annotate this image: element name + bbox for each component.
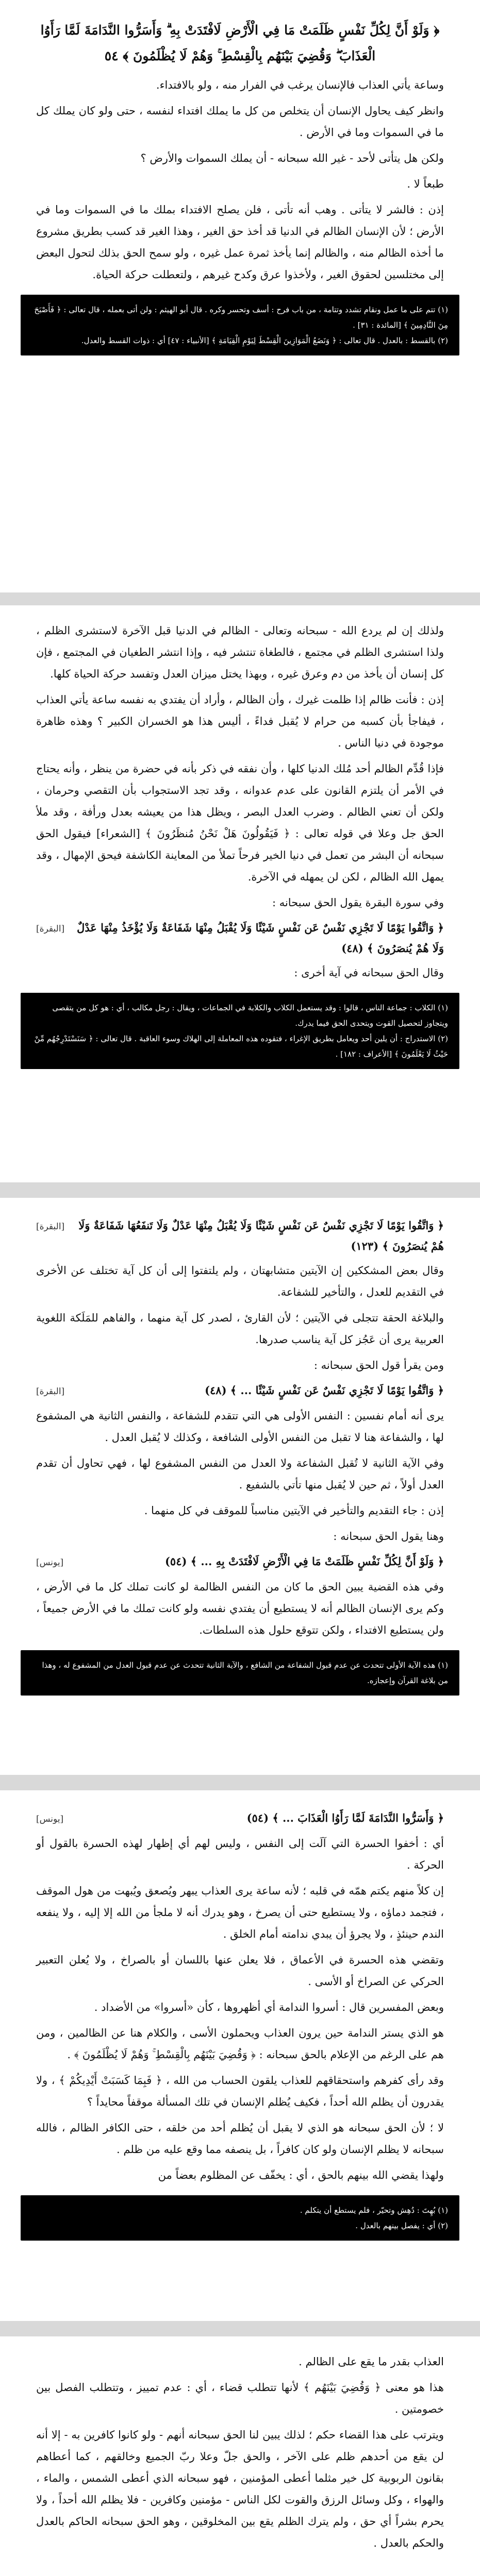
- verse-text: ﴿ وَلَوْ أَنَّ لِكُلِّ نَفْسٍ ظَلَمَتْ مَا فِي الْأَرْضِ لَافْتَدَتْ بِهِ ... ﴾ (٥٤): [164, 1555, 444, 1568]
- paragraph: إذن : فأنت ظالم إذا ظلمت غيرك ، وأن الظالم ، وأراد أن يفتدي به نفسه ساعة يأتي العذاب ، فيفاجأ بأن كسبه من حرام لا يُقبل فداءً ، أليس هذا هو الخسران الكبير ؟ وهذه ظاهرة موجودة في دنيا الناس .: [36, 693, 444, 749]
- verse-text: ﴿ وَاتَّقُوا يَوْمًا لَا تَجْزِي نَفْسٌ عَن نَفْسٍ شَيْئًا ... ﴾ (٤٨): [205, 1384, 444, 1397]
- quran-verse-line: [36, 918, 444, 959]
- paragraph: ولهذا يقضي الله بينهم بالحق ، أي : يخفّف عن المظلوم بعضاً من: [158, 2169, 444, 2181]
- paragraph: وساعة يأتي العذاب فالإنسان يرغب في الفرار منه ، ولو بالافتداء.: [156, 79, 444, 91]
- sura-reference: [البقرة]: [36, 1386, 65, 1397]
- footnote: (١) بُهِتَ : دُهِش وتحيّر ، فلم يستطع أن يتكلم .: [300, 2206, 448, 2215]
- paragraph: ولذلك إن لم يردع الله - سبحانه وتعالى - الظالم في الدنيا قبل الآخرة لاستشرى الظلم ، ولذا استشرى الظلم في مجتمع ، فالطغاة تنتشر فيه ، وإذا انتشر الطغيان في المجتمع ، فإن كل إنسان أن يأخذ من دم وعرق غيره ، وبهذا يختل ميزان العدل وتفسد حركة الحياة كلها.: [36, 624, 444, 680]
- footnote: (١) تتم على ما عمل ونقام تشدد وتتامة ، من باب فرح : أسف وتحسر وكره . قال أبو الهيثم : ولن أتى بعمله ، قال تعالى : ﴿ فَأَصْبَحَ مِنَ النَّادِمِينَ ﴾ [المائدة : ٣١] .: [34, 305, 448, 330]
- quran-verse-main: ﴿ وَلَوْ أَنَّ لِكُلِّ نَفْسٍ ظَلَمَتْ مَا فِي الْأَرْضِ لَافْتَدَتْ بِهِ ۗ وَأَسَرُّوا النَّدَامَةَ لَمَّا رَأَوُا الْعَذَابَ ۖ وَقُضِيَ بَيْنَهُم بِالْقِسْطِ ۚ وَهُمْ لَا يُظْلَمُونَ ﴾ ٥٤: [40, 23, 440, 63]
- paragraph: يرى أنه أمام نفسين : النفس الأولى هي التي تتقدم للشفاعة ، والنفس الثانية هي المشفوع لها ، والشفاعة هنا لا تقبل من النفس الأولى الشافعة ، وكذلك لا يُقبل العدل .: [36, 1410, 444, 1444]
- paragraph: هو الذي يستر الندامة حين يرون العذاب ويحملون الأسى ، والكلام هنا عن الظالمين ، ومن هم على الرغم من الإعلام بالحق سبحانه : ﴿ وَقُضِيَ بَيْنَهُم بِالْقِسْطِ ۚ وَهُمْ لَا يُظْلَمُونَ ﴾ .: [36, 2027, 444, 2061]
- verse-text: ﴿ وَاتَّقُوا يَوْمًا لَا تَجْزِي نَفْسٌ عَن نَفْسٍ شَيْئًا وَلَا يُقْبَلُ مِنْهَا شَفَاعَةٌ وَلَا يُؤْخَذُ مِنْهَا عَدْلٌ وَلَا هُمْ يُنصَرُونَ ﴾ (٤٨): [76, 921, 444, 955]
- paragraph: لا ؛ لأن الحق سبحانه هو الذي لا يقبل أن يُظلم أحد من خلقه ، حتى الكافر الظالم ، فالله سبحانه لا يظلم الإنسان ولو كان كافراً ، بل ينصفه مما وقع عليه من ظلم .: [36, 2122, 444, 2156]
- footnote: (١) الكلاب : جماعة الناس ، قالوا : وقد يستعمل الكلاب والكلابة في الجماعات ، ويقال : رجل مكالب ، أي : هو كل من يتقصى ويتجاوز لتحصيل القوت ويتحدى الحق فيما يدرك.: [52, 1003, 448, 1028]
- footnote: (٢) أي : يفصل بينهم بالعدل .: [355, 2221, 448, 2230]
- paragraph: وقد رأى كفرهم واستحقاقهم للعذاب يلقون الحساب من الله ، ﴿ فَبِمَا كَسَبَتْ أَيْدِيكُمْ ﴾ ، ولا يقدرون أن يظلم الله أحداً ، فكيف يُظلم الإنسان في تلك المسألة موقفاً محايداً ؟: [36, 2074, 444, 2108]
- footnotes-box: [21, 993, 459, 1069]
- sura-reference: [يونس]: [36, 1557, 64, 1568]
- sura-reference: [البقرة]: [36, 1222, 65, 1232]
- paragraph: وفي هذه القضية يبين الحق ما كان من النفس الظالمة لو كانت تملك كل ما في الأرض ، وكم يرى الإنسان الظالم أنه لا يستطيع أن يفتدي نفسه ولو كانت تملك ما في الأرض جميعاً ، ولن يستطيع الافتداء ، ولكن تتوقع حلول هذه السلطات.: [36, 1581, 444, 1636]
- quran-verse-line: [36, 1215, 444, 1257]
- page-2: [0, 605, 480, 1182]
- paragraph: وهنا يقول الحق سبحانه :: [333, 1530, 444, 1543]
- paragraph: ومن يقرأ قول الحق سبحانه :: [313, 1359, 444, 1371]
- quran-verse-line: [36, 1380, 444, 1402]
- paragraph: وفي سورة البقرة يقول الحق سبحانه :: [272, 896, 444, 909]
- footnote: (١) هذه الآية الأولى تتحدث عن عدم قبول الشفاعة من الشافع ، والآية الثانية تتحدث عن عدم قبول العدل من المشفوع له ، وهذا من بلاغة القرآن وإعجازه.: [42, 1660, 448, 1685]
- page-4: [0, 1790, 480, 2321]
- paragraph: وفي الآية الثانية لا تُقبل الشفاعة ولا العدل من النفس المشفوع لها ، فهي تحاول أن تقدم العدل أولاً ، ثم حين لا يُقبل منها تأتي بالشفيع .: [36, 1457, 444, 1491]
- footnotes-box: [21, 1650, 459, 1696]
- sura-reference: [يونس]: [36, 1814, 64, 1824]
- page-3: [0, 1198, 480, 1775]
- footnotes-box: [21, 2195, 459, 2241]
- paragraph: والبلاغة الحقة تتجلى في الآيتين ؛ لأن القارئ ، لصدر كل آية منهما ، والفاهم للمَلَكة اللغوية العربية يرى أن عَجُز كل آية يناسب صدرها.: [36, 1312, 444, 1346]
- page-1: [0, 0, 480, 592]
- paragraph: إذن : فالشر لا يتأتى . وهب أنه تأتى ، فلن يصلح الافتداء بملك ما في السموات وما في الأرض ؛ لأن الإنسان الظالم في الدنيا قد أخذ حق الغير ، وهذا الغير قد كسب بطريق مشروع ما أخذه الظالم منه ، والظالم إنما يأخذ ثمرة عمل غيره ، ولو سمح الحق بذلك لتحول البعض إلى مختلسين لحقوق الغير ، ولأخذوا عرق وكدح غيرهم ، ولتعطلت حركة الحياة.: [36, 204, 444, 281]
- paragraph: ولكن هل يتأتى لأحد - غير الله سبحانه - أن يملك السموات والأرض ؟: [140, 152, 444, 164]
- paragraph: إن كلاً منهم يكتم همّه في قلبه ؛ لأنه ساعة يرى العذاب يبهر ويُصعق ويُبهت من هول الموقف ، فتجمد دماؤه ، ولا يستطيع حتى أن يصرخ ، وهو يدرك أنه لا ملجأ من الله إلا إليه ، ولا ينفعه الندم حينئذٍ ، ولا يجرؤ أن يبدي ندامته أمام الخلق .: [36, 1885, 444, 1940]
- paragraph: وانظر كيف يحاول الإنسان أن يتخلص من كل ما يملك افتداء لنفسه ، حتى ولو كان يملك كل ما في السموات وما في الأرض .: [36, 105, 444, 139]
- paragraph: طبعاً لا .: [407, 178, 444, 190]
- footnote: (٢) الاستدراج : أن يلين أحد ويعامل بطريق الإغراء ، فتقوده هذه المعاملة إلى الهلاك وسوء العاقبة . قال تعالى : ﴿ سَنَسْتَدْرِجُهُم مِّنْ حَيْثُ لَا يَعْلَمُونَ ﴾ [الأعراف : ١٨٢] .: [34, 1034, 448, 1059]
- footnotes-box: [21, 295, 459, 355]
- page-5: [0, 2336, 480, 2576]
- paragraph: العذاب بقدر ما يقع على الظالم .: [299, 2355, 444, 2368]
- verse-text: ﴿ وَاتَّقُوا يَوْمًا لَا تَجْزِي نَفْسٌ عَن نَفْسٍ شَيْئًا وَلَا يُقْبَلُ مِنْهَا عَدْلٌ وَلَا تَنفَعُهَا شَفَاعَةٌ وَلَا هُمْ يُنصَرُونَ ﴾ (١٢٣): [78, 1219, 444, 1252]
- paragraph: هذا هو معنى ﴿ وَقُضِيَ بَيْنَهُم ﴾ لأنها تتطلب قضاء ، أي : عدم تمييز ، وتتطلب الفصل بين خصومتين .: [36, 2381, 444, 2415]
- paragraph: إذن : جاء التقديم والتأخير في الآيتين مناسباً للموقف في كل منهما .: [144, 1504, 444, 1517]
- paragraph: أي : أخفوا الحسرة التي آلَت إلى النفس ، وليس لهم أي إظهار لهذه الحسرة بالقول أو الحركة .: [36, 1837, 444, 1871]
- paragraph: ويترتب على هذا القضاء حكم ؛ لذلك يبين لنا الحق سبحانه أنهم - ولو كانوا كافرين به - إلا أنه لن يقع من أحدهم ظلم على الآخر ، والحق جلّ وعلا ربّ الجميع وخالقهم ، كما أعطاهم بقانون الربوبية كل خير مثلما أعطى المؤمنين ، فهو سبحانه الذي أعطى الشمس ، والماء ، والهواء ، وكل وسائل الرزق والقوت لكل الناس - مؤمنين وكافرين - فلا يظلم الله أحداً ، ولا يحرم بشراً أي حق ، ولم يترك الظلم يقع بين المخلوقين ، وهو الحق سبحانه الحاكم بالعدل والحكم بالعدل .: [36, 2429, 444, 2549]
- paragraph: وقال الحق سبحانه في آية أخرى :: [294, 967, 444, 979]
- footnote: (٢) بالقسط : بالعدل . قال تعالى : ﴿ وَنَضَعُ الْمَوَازِينَ الْقِسْطَ لِيَوْمِ الْقِيَامَةِ ﴾ [الأنبياء : ٤٧] أي : ذوات القسط والعدل.: [81, 336, 448, 345]
- paragraph: وتقضي هذه الحسرة في الأعماق ، فلا يعلن عنها باللسان أو بالصراخ ، ولا يُعلن التعبير الحركي عن الصراخ أو الأسى .: [36, 1954, 444, 1988]
- paragraph: وبعض المفسرين قال : أسروا الندامة أي أظهروها ، كأن «أسروا» من الأضداد .: [94, 2001, 444, 2013]
- verse-text: ﴿ وَأَسَرُّوا النَّدَامَةَ لَمَّا رَأَوُا الْعَذَابَ ... ﴾ (٥٤): [246, 1811, 444, 1824]
- quran-verse-line: [36, 1551, 444, 1573]
- quran-verse-line: [36, 1808, 444, 1829]
- paragraph: وقال بعض المشككين إن الآيتين متشابهتان ، ولم يلتفتوا إلى أن كل آية تختلف عن الأخرى في التقديم للعدل ، والتأخير للشفاعة.: [36, 1264, 444, 1298]
- paragraph: فإذا قُدِّم الظالم أحد مُلك الدنيا كلها ، وأن نفقه في ذكر بأنه في حضرة من ينظر ، وأنه يحتاج في الأمر أن يلتزم القانون على عدم عدوانه ، وقد تجد الاستجواب بأن التقصي وحرمان ، ولكن أن تعني الظالم . وضرب العدل البصر ، ويظل هذا من يعيشه بعدل ورأفة ، وقد ملأ الحق جل وعلا في قوله تعالى : ﴿ فَيَقُولُونَ هَلْ نَحْنُ مُنظَرُونَ ﴾ [الشعراء] فيقول الحق سبحانه أن البشر من تعمل في دنيا الخير فرحاً تملأ من المعاينة الكاشفة فيحق الإمهال ، وقد يمهل الله الظالم ، لكن لن يمهله في الآخرة.: [36, 762, 444, 883]
- sura-reference: [البقرة]: [36, 924, 65, 934]
